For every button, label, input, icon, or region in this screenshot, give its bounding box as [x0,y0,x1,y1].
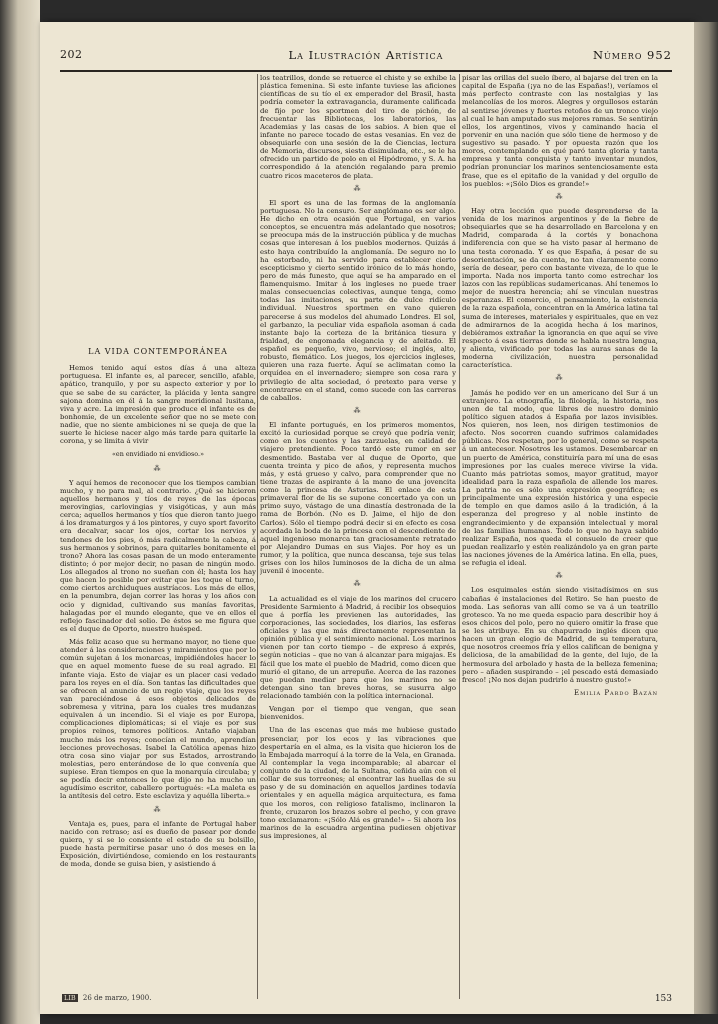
book-gutter-right [694,22,718,1014]
column-2 [260,74,456,994]
header-rule [60,70,672,72]
section-divider: ⁂ [353,406,363,415]
section-divider: ⁂ [555,192,565,201]
section-title: LA VIDA CONTEMPORÁNEA [88,347,228,356]
folio-number: 153 [654,994,672,1004]
page-number: 202 [60,48,83,61]
newspaper-page [40,22,694,1014]
quote: «en envidiado ni envidioso.» [112,450,204,459]
section-divider: ⁂ [153,464,163,473]
paragraph: Hay otra lección que puede desprenderse de la venida de los marinos argentinos y de la fiebre de obsequiarles que se ha desarrollado en Barcelona y en Madrid, comparada á la cortés y bonachona indiferencia con que se ha visto pasar al hermano de una testa coronada. Y es que España, á pesar de su desorientación, se da cuenta, no tan claramente como sería de desear, pero con bastante viveza, de lo que le importa. Nada nos importa tanto como estrechar los lazos con las repúblicas sudamericanas. Ahí tenemos lo mejor de nuestra herencia; ahí se vinculan nuestras esperanzas. El comercio, el pensamiento, la existencia de la raza española, concentran en la América latina tal suma de intereses, materiales y espirituales, que en vez de admirarnos de la acogida hecha á los marinos, debiéramos extrañar la ignorancia en que aquí se vive respecto á esas tierras donde se habla nuestra lengua, y alienta, vivificado por todas las auras sanas de la moderna civilización, nuestra personalidad característica. [462,206,658,370]
date-text: 26 de marzo, 1900. [82,994,152,1002]
publication-title: La Ilustración Artística [288,48,444,62]
section-divider: ⁂ [555,572,565,581]
section-divider: ⁂ [153,805,163,814]
paragraph: Una de las escenas que más me hubiese gustado presenciar, por los ecos y las vibraciones que despertaría en el alma, es la visita que hicieron los de la Embajada marroquí á la torre de la Vela, en Granada. Al contemplar la vega incomparable; al abarcar el conjunto de la ciudad, de la Sultana, ceñida aún con el collar de sus torreones; al encontrar las huellas de su paso y de su dominación en aquellos jardines todavía orientales y en aquella mágica arquitectura, es fama que los moros, con religioso fatalismo, inclinaron la frente, cruzaron los brazos sobre el pecho, y con grave tono exclamaron: «¡Sólo Alá es grande!» – Si ahora los marinos de la escuadra argentina pudiesen objetivar sus impresiones, al [260,726,456,840]
section-divider: ⁂ [555,374,565,383]
paragraph: los teatrillos, donde se retuerce el chiste y se exhibe la plástica femenina. Si este infante tuviese las aficiones científicas de su tío el ex emperador del Brasil, hasta podría cometer la extravagancia, duramente calificada de fijo por los sportmen del tiro de pichón, de frecuentar las Bibliotecas, los laboratorios, las Academias y las casas de los sabios. A bien que el infante no parece tocado de estas vesanias. En vez de obsequiarle con una sesión de la de Ciencias, lectura de Memoria, discursos, siesta disimulada, etc., se le ha ofrecido un partido de polo en el Hipódromo, y S. A. ha correspondido á la atención regalando para premio cuatro ricos maceteros de plata. [260,74,456,180]
paragraph: El sport es una de las formas de la anglomanía portuguesa. No la censuro. Ser anglómano es ser algo. He dicho en otra ocasión que Portugal, en varios conceptos, se encuentra más adelantado que nosotros; se preocupa más de la instrucción pública y de muchas cosas que interesan á los pueblos modernos. Quizás á esto haya contribuído la anglomanía. De seguro no lo ha estorbado, ni ha servido para establecer cierto escepticismo y cierto sentido irónico de lo más hondo, pero de más funesto, que aquí se ha amparado en el flamenquismo. Imitar á los ingleses no puede traer malas consecuencias colectivas, aunque tenga, como todas las imitaciones, su parte de dulce ridículo individual. Nuestros sportmen en vano quieren parecerse á sus modelos del ahumado Londres. El sol, el garbanzo, la peculiar vida española asoman á cada instante bajo la corteza de la británica tiesura y frialdad, de engomada elegancia y de afeitado. El español es pequeño, vivo, nervioso; el inglés, alto, robusto, flemático. Los juegos, los ejercicios ingleses, quieren una raza fuerte. Aquí se aclimatan como la orquídea en el invernadero; siempre son cosa rara y privilegio de alta sociedad, ó pretexto para verse y encontrarse en el stand, como sucede con las carreras de caballos. [260,198,456,402]
paragraph: pisar las orillas del suelo íbero, al bajarse del tren en la capital de España (¡ya no de las Españas!), veríamos el más perfecto contraste con las nostalgias y las melancolías de los moros. Alegres y orgullosos estarán al sentirse jóvenes y fuertes retoños de un tronco viejo al cual le han amputado sus mejores ramas. Se sentirán ellos, los argentinos, vivos y caminando hacia el porvenir en una nación que sólo tiene de hermoso y de sugestivo su pasado. Y por opuesta razón que los moros, contemplando en qué paró tanta gloria y tanta empresa y tanta conquista y tanto inventar mundos, podrían pronunciar los marinos sentenciosamente esta frase, que es el epitafio de la vanidad y del orgullo de los pueblos: «¡Sólo Dios es grande!» [462,74,658,188]
archive-logo: LIB [64,994,76,1002]
paragraph: El infante portugués, en los primeros momentos, excitó la curiosidad porque se creyó que podría venir, como en los cuentos y las zarzuelas, en calidad de viajero pretendiente. Poco tardó este rumor en ser desmentido. Bastaba ver al duque de Oporto, que cuenta treinta y pico de años, y representa muchos más, y está grueso y calvo, para comprender que no tiene trazas de aspirante á la mano de una jovencita como la princesa de Asturias. El enlace de esta primaveral flor de lis se supone concertado ya con un primo suyo, vástago de una dinastía destronada de la rama de Borbón. (No es D. Jaime, el hijo de don Carlos). Sólo el tiempo podrá decir si en efecto es cosa acordada la boda de la princesa con el descendiente de aquel ingenioso monarca tan graciosamente retratado por Alejandro Dumas en sus Viajes. Por hoy es un rumor, y la política, que nunca descansa, teje sus telas grises con los hilos luminosos de la dicha de un alma juvenil é inocente. [260,421,456,576]
book-gutter-left [0,0,40,1024]
paragraph: Jamás he podido ver en un americano del Sur á un extranjero. La etnografía, la filología, la historia, nos unen de tal modo, que libres de nuestro dominio político siguen atados á España por lazos invisibles. Nos quieren, nos leen, nos dirigen testimonios de afecto. Nos socorren cuando sufrimos calamidades públicas. Nos respetan, por lo general, como se respeta á un antecesor. Nosotros les ustamos. Desembarcar en un puerto de América, constituiría para mí una de esas impresiones por las cuales merece vivirse la vida. Cuanto más patriotas somos, mayor gratitud, mayor idealidad para la raza española de allende los mares. La patria no es sólo una expresión geográfica; es principalmente una expresión histórica y una especie de templo en que damos asilo á la tradición, á la esperanza del progreso y al noble instinto de engrandecimiento y de expansión intelectual y moral de las familias humanas. Todo lo que no haya sabido realizar España, nos queda el consuelo de creer que puedan realizarlo y estén realizándolo ya en gran parte las naciones jóvenes de la América latina. En ella, pues, se refugia el ideal. [462,388,658,568]
author-signature: Emilia Pardo Bazán [574,688,658,697]
column-rule [459,74,460,999]
column-rule [257,74,258,999]
issue-number: Número 952 [592,48,672,62]
paragraph: Hemos tenido aquí estos días á una alteza portuguesa. El infante es, al parecer, sencillo, afable, apático, tranquilo, y por su aspecto exterior y por lo que se sabe de su carácter, la plácida y lenta sangre sajona domina en él á la sangre meridional lusitana, viva y acre. La impresión que produce el infante es de bonhomie, de un excelente señor que no se mete con nadie, que no siente ambiciones ni se queja de que la suerte le hiciese nacer algo más tarde para quitarle la corona, y se limita á vivir [60,364,256,446]
illustration-space [60,74,256,342]
paragraph: La actualidad es el viaje de los marinos del crucero Presidente Sarmiento á Madrid, á recibir los obsequios que á porfía les previenen las autoridades, las corporaciones, las sociedades, los diarios, las esferas oficiales y las que más directamente representan la opinión pública y el sentimiento nacional. Los marinos vienen por tan corto tiempo – de expreso á exprés, según noticias – que no van á alcanzar para migajas. Es fácil que los mate el pueblo de Madrid, como dicen que murió el gitano, de un arrepuñe. Acerca de las razones que puedan mediar para que los marinos no se detengan sino tan breves horas, se susurra algo relacionado también con la política internacional. [260,594,456,700]
column-1 [60,74,256,994]
paragraph: Ventaja es, pues, para el infante de Portugal haber nacido con retraso; así es dueño de pasear por donde quiera, y si se lo consiente el estado de su bolsillo, puede hasta permitirse pasar uno ó dos meses en la Exposición, divirtiéndose, comiendo en los restaurants de moda, donde se guisa bien, y asistiendo á [60,819,256,869]
section-divider: ⁂ [353,184,363,193]
paragraph: Más feliz acaso que su hermano mayor, no tiene que atender á las consideraciones y miramientos que por lo común sujetan á los monarcas, impidiéndoles hacer lo que en aquel momento fuese de su real agrado. El infante viaja. Esto de viajar es un placer casi vedado para los reyes en el día. Son tantas las dificultades que se ofrecen al anuncio de un regio viaje, que los reyes van pareciéndose á esos objetos delicados de sobremesa y vitrina, para los cuales tres mudanzas equivalen á un incendio. Si el viaje es por Europa, complicaciones diplomáticas; si el viaje es por sus propios reinos, temores políticos. Antaño viajaban mucho más los reyes; conocían el mundo, aprendían lecciones provechosas. Isabel la Católica apenas hizo otra cosa sino viajar por sus Estados, arrostrando molestias, pero enterándose de lo que convenía que supiese. Eran tiempos en que la monarquía circulaba; y se podía decir entonces lo que dijo no ha mucho un agudísimo escritor, caballero portugués: «La maleta es la antítesis del cetro. Este esclaviza y aquélla liberta.» [60,638,256,801]
column-3 [462,74,658,994]
section-divider: ⁂ [353,580,363,589]
footer-date [62,994,151,1002]
paragraph: Vengan por el tiempo que vengan, que sean bienvenidos. [260,705,456,722]
paragraph: Los esquimales están siendo visitadísimos en sus cabañas é instalaciones del Retiro. Se han puesto de moda. Las señoras van allí como se va á un teatrillo grotesco. Ya no me queda espacio para describir hoy á esos chicos del polo, pero no quiero omitir la frase que se les atribuye. En su chapurrado inglés dicen que hacen un gran elogio de Madrid, de su temperatura, que nosotros creemos fría y ellos califican de benigna y deliciosa, de la amabilidad de la gente, del lujo, de la hermosura del arbolado y hasta de la belleza femenina; pero – añaden suspirando – ¡el pescado está demasiado fresco! ¡No nos dejan pudrirlo á nuestro gusto!» [462,586,658,684]
page-header [60,48,672,66]
paragraph: Y aquí hemos de reconocer que los tiempos cambian mucho, y no para mal, al contrario. ¿Qué se hicieron aquellos hermanos y tíos de reyes de las épocas merovingias, carlovingias y visigóticas, y aun más cerca; aquellos hermanos y tíos que dieron tanto juego á los dramaturgos y á los pintores, y cuyo sport favorito era decalvar, sacar los ojos, cortar los nervios y tendones de los pies, ó más radicalmente la cabeza, á sus hermanos y sobrinos, para quitarles bonitamente el trono? Ahora las cosas pasan de un modo enteramente distinto; ó por mejor decir, no pasan de ningún modo. Los allegados al trono no sueñan con él; hasta los hay que hacen lo posible por evitar que les toque el turno, como ciertos archiduques austríacos. Los más de ellos, en la penumbra, dejan correr las horas y los años con ocio y dignidad, cultivando sus manías favoritas, halagadas por el mundo elegante, que ve en ellos el reflejo fascinador del solio. De éstos se me figura que es el duque de Oporto, nuestro huésped. [60,478,256,633]
